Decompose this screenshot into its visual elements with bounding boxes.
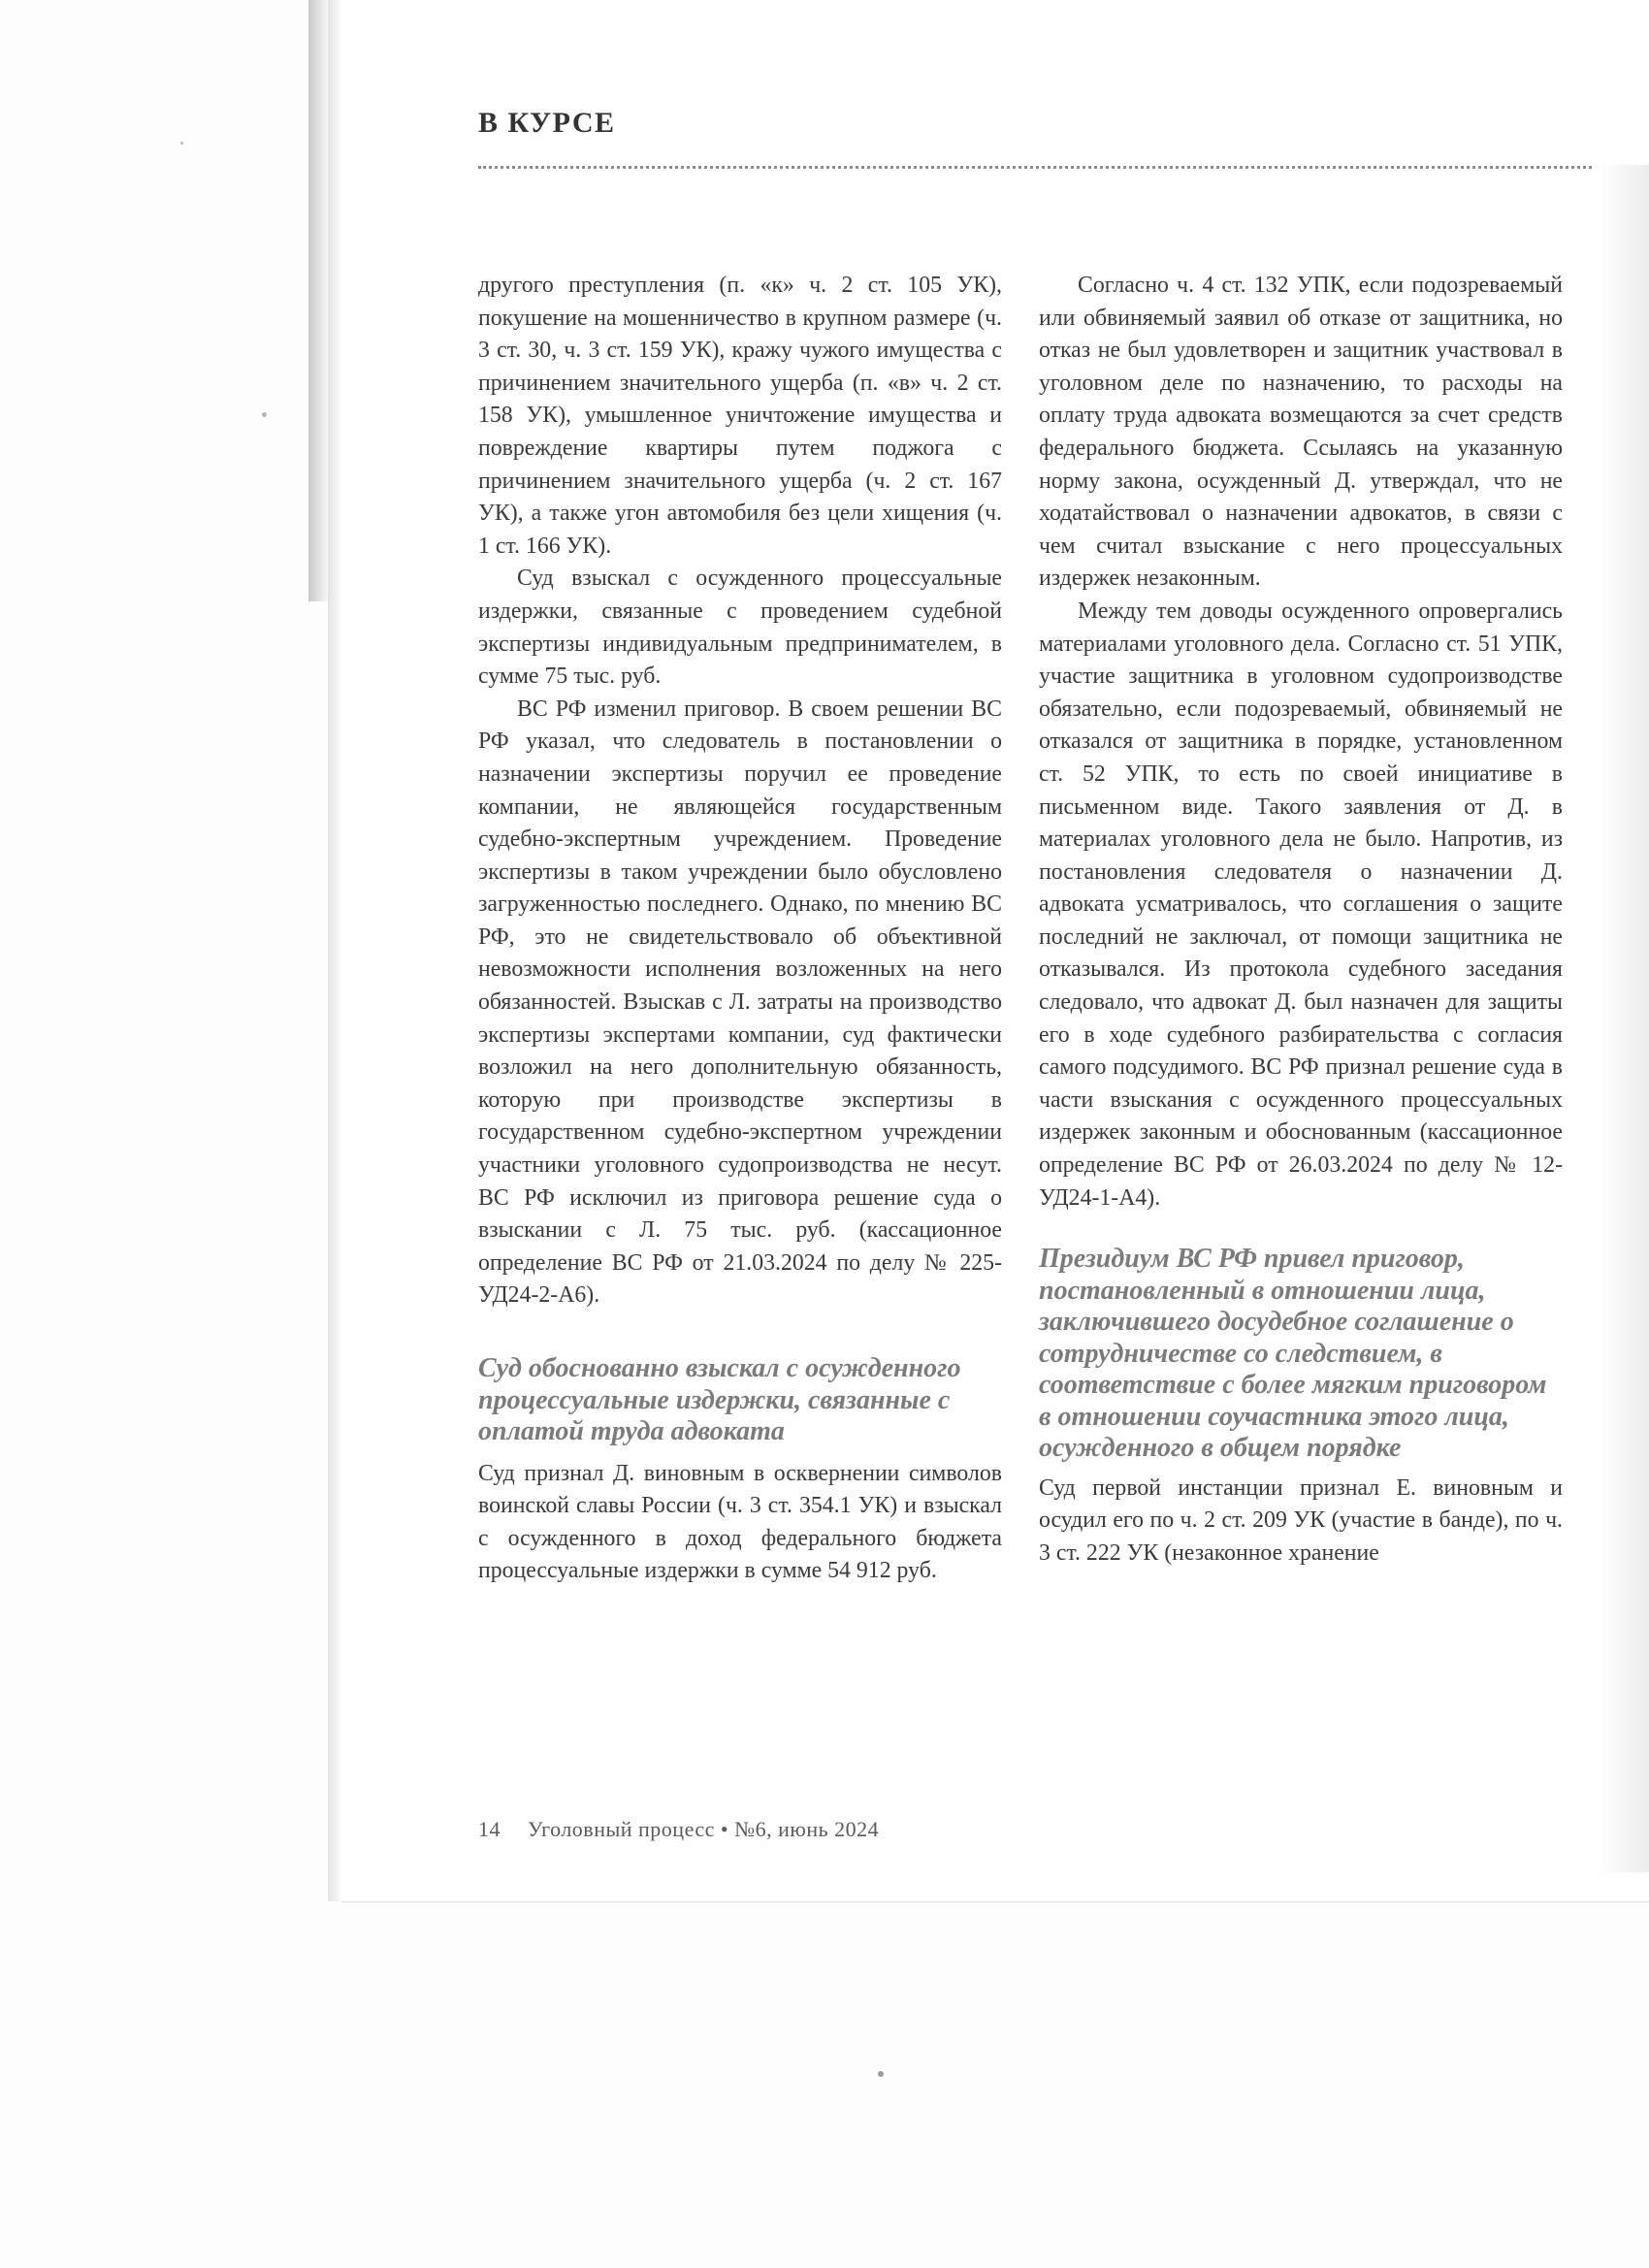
scan-left-edge (308, 0, 328, 601)
right-paragraph-1: Согласно ч. 4 ст. 132 УПК, если подозреваемый или обвиняемый заявил об отказе от защитника, но отказ не был удовлетворен и защитник участвовал в уголовном деле по назначению, то расходы на оплату труда адвоката возмещаются за счет средств федерального бюджета. Ссылаясь на указанную норму закона, осужденный Д. утверждал, что не ходатайствовал о назначении адвокатов, в связи с чем считал взыскание с него процессуальных издержек незаконным. (1039, 273, 1563, 592)
left-subheading: Суд обоснованно взыскал с осужденного процессуальные издержки, связанные с оплатой труда адвоката (478, 1353, 961, 1446)
page-number: 14 (478, 1817, 501, 1841)
left-paragraph-3: ВС РФ изменил приговор. В своем решении ВС РФ указал, что следователь в постановлении о назначении экспертизы поручил ее проведение компании, не являющейся государственным судебно-экспертным учреждением. Проведение экспертизы в таком учреждении было обусловлено загруженностью последнего. Однако, по мнению ВС РФ, это не свидетельствовало об объективной невозможности исполнения возложенных на него обязанностей. Взыскав с Л. затраты на производство экспертизы экспертами компании, суд фактически возложил на него дополнительную обязанность, которую при производстве экспертизы в государственном судебно-экспертном учреждении участники уголовного судопроизводства не несут. ВС РФ исключил из приговора решение суда о взыскании с Л. 75 тыс. руб. (кассационное определение ВС РФ от 21.03.2024 по делу № 225-УД24-2-А6). (478, 696, 1002, 1309)
right-subheading: Президиум ВС РФ привел приговор, постановленный в отношении лица, заключившего досудебное соглашение о сотрудничестве со следствием, в соответствие с более мягким приговором в отношении соучастника этого лица, осужденного в общем порядке (1039, 1244, 1547, 1464)
scan-shadow (328, 0, 341, 1901)
right-paragraph-3: Суд первой инстанции признал Е. виновным и осудил его по ч. 2 ст. 209 УК (участие в банде), по ч. 3 ст. 222 УК (незаконное хранение (1039, 1474, 1563, 1566)
header-dotted-rule (478, 166, 1592, 169)
left-column (478, 270, 1002, 1588)
scan-speck (878, 2071, 884, 2077)
left-paragraph-2: Суд взыскал с осужденного процессуальные издержки, связанные с проведением судебной экспертизы индивидуальным предпринимателем, в сумме 75 тыс. руб. (478, 566, 1002, 690)
left-paragraph-4: Суд признал Д. виновным в осквернении символов воинской славы России (ч. 3 ст. 354.1 УК) и взыскал с осужденного в доход федерального бюджета процессуальные издержки в сумме 54 912 руб. (478, 1460, 1002, 1584)
page-right-edge (1600, 165, 1649, 1872)
right-paragraph-2: Между тем доводы осужденного опровергались материалами уголовного дела. Согласно ст. 51 УПК, участие защитника в уголовном судопроизводстве обязательно, если подозреваемый, обвиняемый не отказался от защитника в порядке, установленном ст. 52 УПК, то есть по своей инициативе в письменном виде. Такого заявления от Д. в материалах уголовного дела не было. Напротив, из постановления следователя о назначении Д. адвоката усматривалось, что соглашения о защите последний не заключал, от помощи защитника не отказывался. Из протокола судебного заседания следовало, что адвокат Д. был назначен для защиты его в ходе судебного разбирательства с согласия самого подсудимого. ВС РФ признал решение суда в части взыскания с осужденного процессуальных издержек законным и обоснованным (кассационное определение ВС РФ от 26.03.2024 по делу № 12-УД24-1-А4). (1039, 598, 1563, 1211)
section-title: В КУРСЕ (478, 107, 616, 139)
journal-issue: Уголовный процесс • №6, июнь 2024 (528, 1817, 880, 1841)
scan-speck (180, 142, 183, 145)
left-paragraph-1: другого преступления (п. «к» ч. 2 ст. 105 УК), покушение на мошенничество в крупном размере (ч. 3 ст. 30, ч. 3 ст. 159 УК), кражу чужого имущества с причинением значительного ущерба (п. «в» ч. 2 ст. 158 УК), умышленное уничтожение имущества и повреждение квартиры путем поджога с причинением значительного ущерба (ч. 2 ст. 167 УК), а также угон автомобиля без цели хищения (ч. 1 ст. 166 УК). (478, 273, 1002, 559)
scan-speck (262, 412, 267, 417)
right-column (1039, 270, 1563, 1571)
page-footer (478, 1817, 879, 1842)
